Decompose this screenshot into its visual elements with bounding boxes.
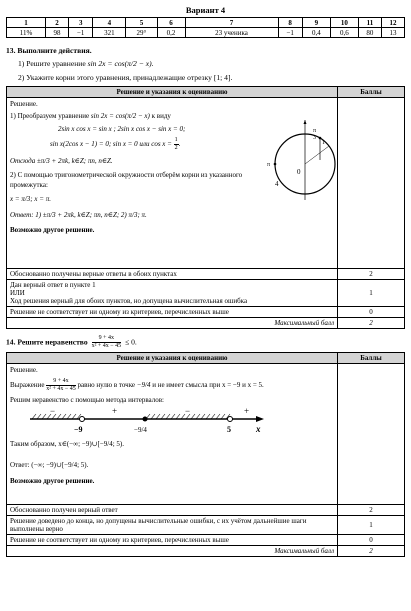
answer-number-4: 5: [126, 18, 157, 28]
task13-heading: 13. Выполните действия.: [6, 46, 92, 55]
axis-var: x: [256, 424, 261, 435]
hatch-left: [32, 414, 81, 419]
task13-max-label: Максимальный балл: [7, 318, 338, 329]
task14-crit-0-text: Обоснованно получен верный ответ: [7, 505, 338, 516]
hatch-mid-stroke-6: [176, 414, 180, 419]
axis-label-minus9-4: −9/4: [134, 426, 147, 435]
task13-crit-2-text: Решение не соответствует ни одному из критериев, перечисленных выше: [7, 307, 338, 318]
task14-expr-den: x² + 4x − 45: [46, 386, 76, 393]
task14-crit-2-text: Решение не соответствует ни одному из критериев, перечисленных выше: [7, 535, 338, 546]
variant-title: Вариант 4: [185, 5, 226, 15]
task14-answer: Ответ: (−∞; −9)∪[−9/4; 5).: [10, 460, 89, 469]
task13-part2: 2) Укажите корни этого уравнения, принадлежащие отрезку [1; 4].: [18, 73, 233, 82]
task14-ineq-suffix: ≤ 0.: [125, 337, 137, 347]
hatch-mid-stroke-9: [191, 414, 195, 419]
interval-axis: [20, 405, 270, 435]
hatch-mid-stroke-1: [151, 414, 155, 419]
answer-number-3: 4: [93, 18, 126, 28]
task14-ineq-fraction: [92, 335, 122, 350]
hatch-mid-stroke-12: [206, 414, 210, 419]
sign-2: −: [185, 406, 191, 417]
sign-0: −: [50, 406, 56, 417]
label-pi3-num: π: [313, 128, 317, 134]
task14-ineq-num: 9 + 4x: [92, 335, 122, 343]
hatch-mid-stroke-3: [161, 414, 165, 419]
task13-other: Возможно другое решение.: [10, 225, 95, 234]
task13-step2: 2) С помощью тригонометрической окружности отберём корни из указанного промежутка:: [10, 170, 243, 190]
task14-ineq-den: x² + 4x − 45: [91, 343, 122, 349]
task14-crit-2-pts: 0: [338, 535, 405, 546]
task13-crit-1-text: Дан верный ответ в пункте 1 ИЛИ Ход решения верный для обоих пунктов, но допущена вычислительная ошибка: [7, 280, 338, 307]
answer-value-11: 13: [381, 28, 404, 38]
task14-crit-1-pts: 1: [338, 516, 405, 535]
task13-crit-0-pts: 2: [338, 269, 405, 280]
hatch-left-stroke-8: [72, 414, 76, 419]
task14-expr-mid: равно нулю в точке: [77, 381, 136, 390]
answer-value-3: 321: [93, 28, 126, 38]
answer-value-7: −1: [278, 28, 302, 38]
hatch-mid-stroke-10: [196, 414, 200, 419]
hatch-left-stroke-7: [67, 414, 71, 419]
task14-expr-fraction: [46, 378, 76, 393]
label-pi3-den: 3: [313, 135, 316, 141]
task13-part1-prefix: 1) Решите уравнение: [18, 59, 86, 68]
task14-expr-suffix: и не имеет смысла при x = −9 и x = 5.: [152, 381, 264, 390]
answer-value-1: 98: [46, 28, 69, 38]
task13-crit-0-text: Обоснованно получены верные ответы в обоих пунктах: [7, 269, 338, 280]
task14-max-label: Максимальный балл: [7, 546, 338, 557]
point-5-open: [228, 417, 233, 422]
answer-number-6: 7: [185, 18, 278, 28]
answer-value-5: 0,2: [157, 28, 185, 38]
axis-label-minus9: −9: [74, 425, 83, 435]
task14-solution-points: [338, 364, 405, 505]
task14-crit-0-pts: 2: [338, 505, 405, 516]
task14-expr-point: −9/4: [136, 381, 151, 390]
answer-number-9: 10: [330, 18, 358, 28]
answer-value-2: −1: [69, 28, 93, 38]
task13-answer: Ответ: 1) ±π/3 + 2πk, k∈Z; πn, n∈Z; 2) π/3; π.: [10, 211, 147, 220]
answer-number-1: 2: [46, 18, 69, 28]
hatch-mid-stroke-14: [216, 414, 220, 419]
answers-values-row: [7, 28, 405, 38]
task13-part1-eq: sin 2x = cos(π/2 − x).: [87, 59, 154, 68]
task14-header-points: Баллы: [338, 353, 405, 364]
answer-value-6: 23 ученика: [185, 28, 278, 38]
answer-number-7: 8: [278, 18, 302, 28]
answer-number-2: 3: [69, 18, 93, 28]
root-point-pi: [274, 163, 277, 166]
point-minus9-open: [80, 417, 85, 422]
hatch-mid-stroke-11: [201, 414, 205, 419]
task13-step1-eq: sin 2x = cos(π/2 − x): [90, 112, 150, 121]
answer-value-8: 0,4: [302, 28, 330, 38]
answer-number-8: 9: [302, 18, 330, 28]
label-zero: 0: [297, 168, 301, 176]
hatch-mid-stroke-15: [221, 414, 225, 419]
task13-line-b-fraction: [174, 137, 179, 152]
answers-numbers-row: [7, 18, 405, 28]
task13-header-points: Баллы: [338, 87, 405, 98]
hatch-mid-stroke-4: [166, 414, 170, 419]
task13-max-pts: 2: [338, 318, 405, 329]
task14-expr-num: 9 + 4x: [46, 378, 76, 386]
label-one: 1: [322, 140, 325, 146]
task13-crit-2-pts: 0: [338, 307, 405, 318]
answers-table: [6, 17, 405, 38]
task14-expr-prefix: Выражение: [10, 381, 45, 390]
hatch-left-stroke-0: [32, 414, 36, 419]
hatch-mid-stroke-13: [211, 414, 215, 419]
task13-solution-label: Решение.: [10, 100, 38, 108]
label-pi: π: [267, 162, 271, 168]
task13-line-b-den: 2: [174, 144, 178, 151]
task13-solution-table: [6, 86, 405, 329]
hatch-left-stroke-6: [62, 414, 66, 419]
answer-value-0: 11%: [7, 28, 46, 38]
sign-3: +: [244, 406, 250, 417]
trig-circle: [269, 120, 349, 202]
answer-number-5: 6: [157, 18, 185, 28]
task13-step1-prefix: 1) Преобразуем уравнение: [10, 112, 90, 121]
task14-thus: Таким образом, x∈(−∞; −9)∪[−9/4; 5).: [10, 440, 125, 449]
task13-solution-cell: Решение. 1) Преобразуем уравнение sin 2x = cos(π/2 − x) к виду 2sin x cos x = sin x ; 2sin x cos x − sin x = 0; sin x(2cos x − 1) = 0; sin x = 0 или cos x = $\frac{1}{2}$ . Отсюда ±π/3 + 2πk, k∈Z; πn, n∈Z. 2) С помощью тригонометрической окружности отберём корни из указанного промежутка: x = π/3; x = π. Ответ: 1) ±π/3 + 2πk, k∈Z; πn, n∈Z; 2) π/3; π. Возможно другое решение. π 3 1 π 0 4: [7, 98, 338, 269]
task13-line-a: 2sin x cos x = sin x ; 2sin x cos x − sin x = 0;: [58, 125, 186, 134]
task13-result1: Отсюда ±π/3 + 2πk, k∈Z; πn, n∈Z.: [10, 156, 113, 165]
task14-solution-cell: [7, 364, 338, 505]
number-line-arrow: [256, 416, 264, 422]
hatch-mid-stroke-5: [171, 414, 175, 419]
task14-max-pts: 2: [338, 546, 405, 557]
point-minus9-4-filled: [143, 417, 148, 422]
task14-solution-table: [6, 352, 405, 557]
answer-number-11: 12: [381, 18, 404, 28]
answer-value-9: 0,6: [330, 28, 358, 38]
root-point-pi3: [319, 137, 322, 140]
hatch-left-stroke-1: [37, 414, 41, 419]
task14-crit-1-text: Решение доведено до конца, но допущены вычислительные ошибки, с их учётом дальнейшие шаги выполнены верно: [7, 516, 338, 535]
task13-line-b: sin x(2cos x − 1) = 0; sin x = 0 или cos x =: [50, 139, 172, 148]
answer-number-0: 1: [7, 18, 46, 28]
task13-line-b-num: 1: [174, 136, 178, 143]
task14-interval-text: Решим неравенство с помощью метода интервалов:: [10, 396, 164, 405]
task14-header-solution: Решение и указания к оцениванию: [7, 353, 338, 364]
hatch-left-stroke-5: [57, 414, 61, 419]
answer-number-10: 11: [358, 18, 381, 28]
answer-value-4: 29°: [126, 28, 157, 38]
task14-other: Возможно другое решение.: [10, 476, 95, 485]
task13-crit-1-pts: 1: [338, 280, 405, 307]
hatch-mid-stroke-2: [156, 414, 160, 419]
answer-value-10: 80: [358, 28, 381, 38]
label-four: 4: [275, 180, 279, 188]
hatch-left-stroke-2: [42, 414, 46, 419]
page: [6, 0, 405, 557]
circle-axis-arrow: [304, 120, 307, 124]
task13-header-solution: Решение и указания к оцениванию: [7, 87, 338, 98]
interval-arc-start: [305, 146, 329, 164]
task14-solution-label: Решение.: [10, 366, 38, 374]
task14-heading: 14. Решите неравенство: [6, 337, 88, 347]
task13-step1-suffix: к виду: [151, 112, 171, 121]
task14-statement: [6, 335, 405, 350]
task13-roots: x = π/3; x = π.: [10, 195, 51, 204]
axis-label-5: 5: [227, 425, 231, 435]
task13-statement: [6, 46, 405, 83]
sign-1: +: [112, 406, 118, 417]
